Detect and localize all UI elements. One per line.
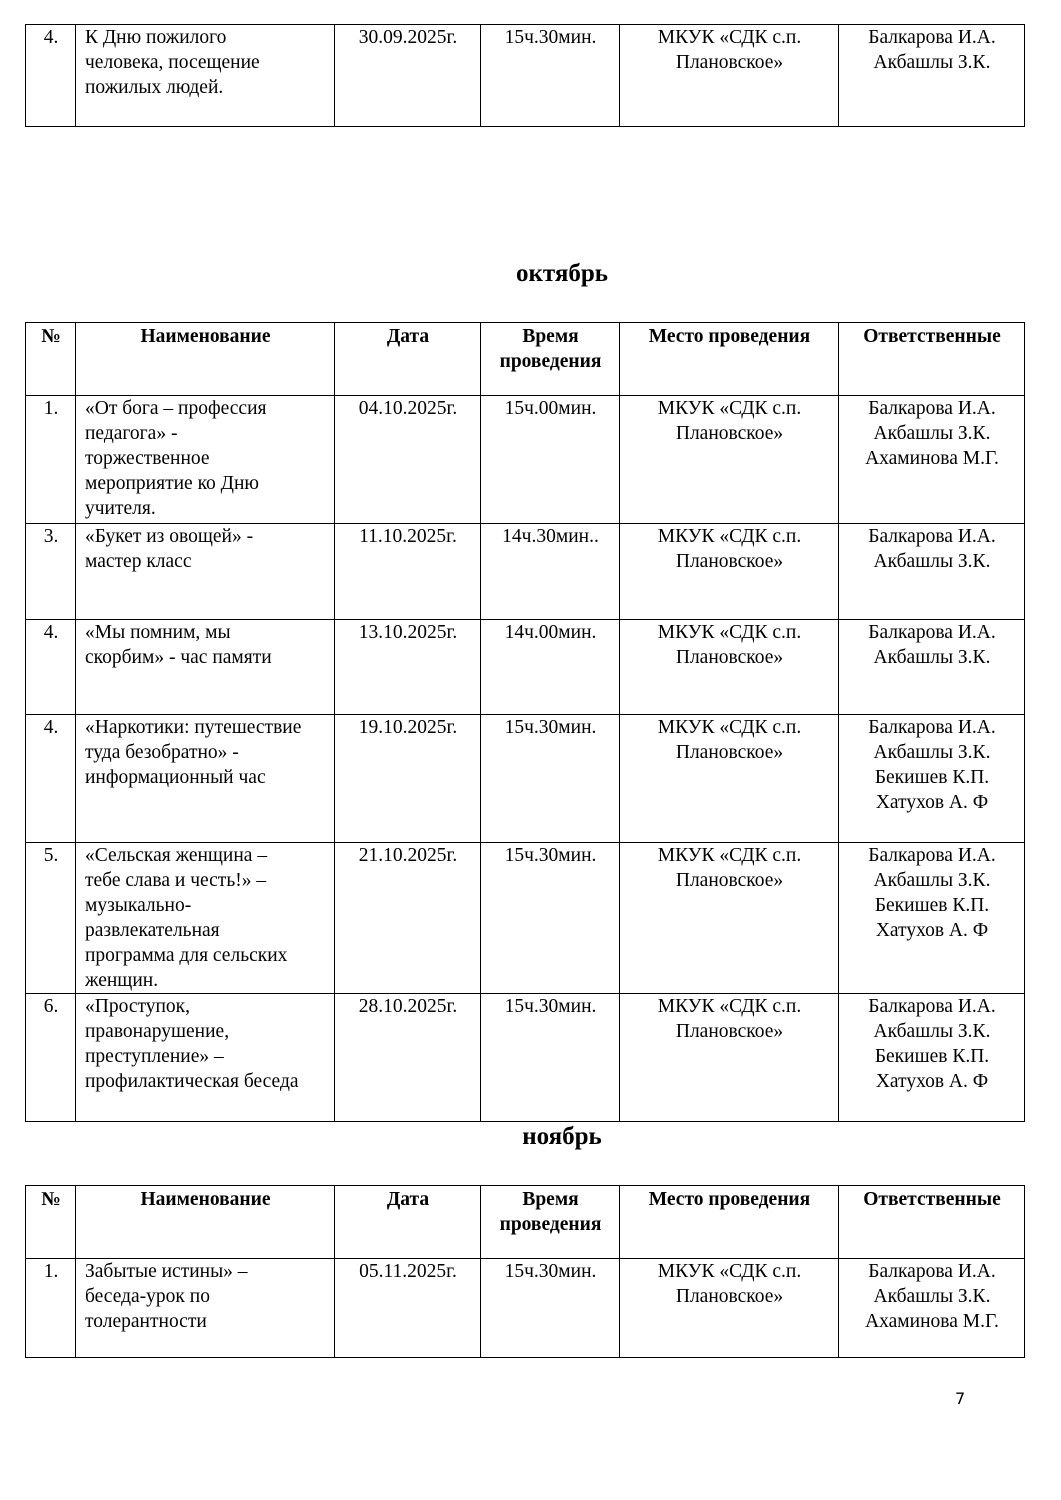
table-header-row: [26, 1186, 1025, 1259]
event-name: «Наркотики: путешествие туда безобратно» - информационный час: [76, 715, 335, 843]
event-place: МКУК «СДК с.п. Плановское»: [620, 994, 839, 1122]
event-name: К Дню пожилого человека, посещение пожилых людей.: [76, 25, 335, 127]
event-date: 11.10.2025г.: [335, 524, 481, 620]
header-place: Место проведения: [620, 323, 839, 396]
header-number: №: [26, 323, 76, 396]
event-place: МКУК «СДК с.п. Плановское»: [620, 524, 839, 620]
event-time: 15ч.30мин.: [481, 994, 620, 1122]
row-number: 4.: [26, 620, 76, 715]
event-name: «Проступок, правонарушение, преступление» – профилактическая беседа: [76, 994, 335, 1122]
event-name: «Букет из овощей» - мастер класс: [76, 524, 335, 620]
event-name: Забытые истины» – беседа-урок по толерантности: [76, 1259, 335, 1358]
event-date: 05.11.2025г.: [335, 1259, 481, 1358]
header-place: Место проведения: [620, 1186, 839, 1259]
event-responsible: Балкарова И.А. Акбашлы З.К. Бекишев К.П. Хатухов А. Ф: [839, 994, 1025, 1122]
table-header-row: [26, 323, 1025, 396]
event-responsible: Балкарова И.А. Акбашлы З.К.: [839, 620, 1025, 715]
event-time: 14ч.00мин.: [481, 620, 620, 715]
month-heading-november: ноябрь: [522, 1123, 602, 1150]
event-date: 13.10.2025г.: [335, 620, 481, 715]
event-date: 04.10.2025г.: [335, 396, 481, 524]
event-time: 14ч.30мин..: [481, 524, 620, 620]
table-row: [26, 843, 1025, 994]
event-place: МКУК «СДК с.п. Плановское»: [620, 25, 839, 127]
event-name: «От бога – профессия педагога» - торжественное мероприятие ко Дню учителя.: [76, 396, 335, 524]
header-name: Наименование: [76, 1186, 335, 1259]
header-date: Дата: [335, 323, 481, 396]
row-number: 4.: [26, 715, 76, 843]
event-place: МКУК «СДК с.п. Плановское»: [620, 1259, 839, 1358]
september-table: [25, 24, 1025, 127]
event-time: 15ч.30мин.: [481, 843, 620, 994]
event-place: МКУК «СДК с.п. Плановское»: [620, 843, 839, 994]
header-responsible: Ответственные: [839, 323, 1025, 396]
event-place: МКУК «СДК с.п. Плановское»: [620, 396, 839, 524]
event-responsible: Балкарова И.А. Акбашлы З.К.: [839, 524, 1025, 620]
october-table: [25, 322, 1025, 1122]
header-responsible: Ответственные: [839, 1186, 1025, 1259]
row-number: 3.: [26, 524, 76, 620]
table-row: [26, 994, 1025, 1122]
row-number: 1.: [26, 396, 76, 524]
table-row: [26, 25, 1025, 127]
row-number: 4.: [26, 25, 76, 127]
row-number: 1.: [26, 1259, 76, 1358]
event-date: 28.10.2025г.: [335, 994, 481, 1122]
event-time: 15ч.30мин.: [481, 1259, 620, 1358]
table-row: [26, 1259, 1025, 1358]
header-number: №: [26, 1186, 76, 1259]
event-date: 30.09.2025г.: [335, 25, 481, 127]
header-date: Дата: [335, 1186, 481, 1259]
row-number: 5.: [26, 843, 76, 994]
event-time: 15ч.30мин.: [481, 25, 620, 127]
event-responsible: Балкарова И.А. Акбашлы З.К. Бекишев К.П. Хатухов А. Ф: [839, 715, 1025, 843]
table-row: [26, 524, 1025, 620]
event-place: МКУК «СДК с.п. Плановское»: [620, 715, 839, 843]
event-responsible: Балкарова И.А. Акбашлы З.К. Бекишев К.П. Хатухов А. Ф: [839, 843, 1025, 994]
row-number: 6.: [26, 994, 76, 1122]
page-number: 7: [955, 1389, 966, 1408]
event-time: 15ч.00мин.: [481, 396, 620, 524]
month-heading-october: октябрь: [515, 260, 608, 287]
event-time: 15ч.30мин.: [481, 715, 620, 843]
event-responsible: Балкарова И.А. Акбашлы З.К.: [839, 25, 1025, 127]
event-responsible: Балкарова И.А. Акбашлы З.К. Ахаминова М.Г.: [839, 396, 1025, 524]
table-row: [26, 620, 1025, 715]
header-time: Время проведения: [481, 323, 620, 396]
event-date: 19.10.2025г.: [335, 715, 481, 843]
table-row: [26, 715, 1025, 843]
event-date: 21.10.2025г.: [335, 843, 481, 994]
header-name: Наименование: [76, 323, 335, 396]
event-name: «Сельская женщина – тебе слава и честь!» – музыкально- развлекательная программа для сельских женщин.: [76, 843, 335, 994]
table-row: [26, 396, 1025, 524]
event-name: «Мы помним, мы скорбим» - час памяти: [76, 620, 335, 715]
event-responsible: Балкарова И.А. Акбашлы З.К. Ахаминова М.Г.: [839, 1259, 1025, 1358]
event-place: МКУК «СДК с.п. Плановское»: [620, 620, 839, 715]
november-table: [25, 1185, 1025, 1358]
header-time: Время проведения: [481, 1186, 620, 1259]
